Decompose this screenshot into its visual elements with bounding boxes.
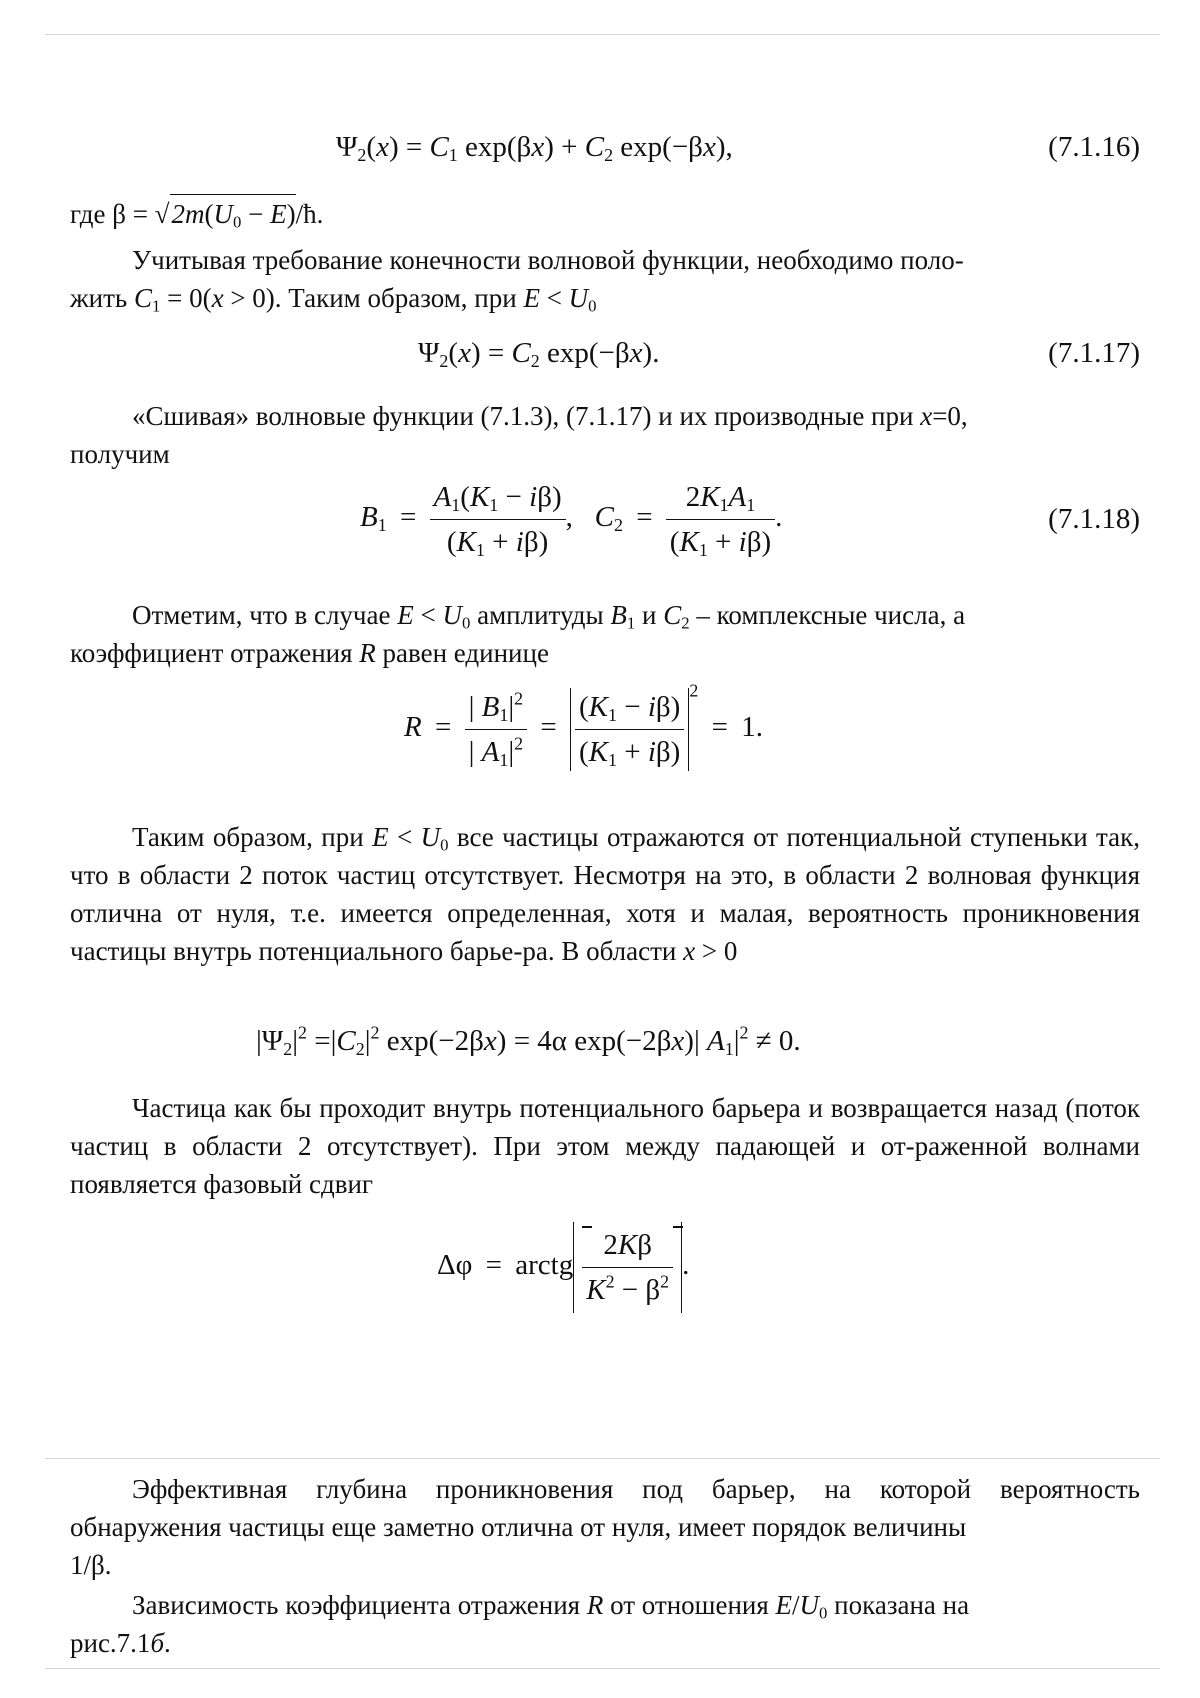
paragraph-7: Зависимость коэффициента отражения R от отношения $E/U_0$ показана на bbox=[132, 1590, 970, 1623]
phase-shift-equation: Δφ = arctg $\frac{2K\beta}{K^2 - \beta^2}$ . bbox=[70, 1222, 1140, 1322]
paragraph-1-line-2: жить $C_1 = 0(x > 0)$. Таким образом, при $E < U_0$ bbox=[70, 283, 597, 316]
equation-18-body: $B_1$ = $\frac{A_1(K_1 - i\beta)}{(K_1 + i\beta)}$ , $C_2$ = $\frac{2K_1A_1}{(K_1 + i\beta)}$ . bbox=[360, 478, 782, 561]
equation-number: (7.1.17) bbox=[1048, 337, 1140, 369]
paragraph-2: «Сшивая» волновые функции (7.1.3), (7.1.17) и их производные при x=0, bbox=[132, 401, 968, 431]
square-bracket: $\frac{2K\beta}{K^2 - \beta^2}$ bbox=[573, 1222, 682, 1313]
equation-number: (7.1.18) bbox=[1048, 503, 1140, 535]
fraction-c2: $\frac{2K_1A_1}{(K_1 + i\beta)}$ bbox=[666, 478, 775, 561]
equation-16-body: $\Psi_2(x) = C_1$ $\exp(\beta x) + C_2$ exp(−βx), bbox=[336, 131, 733, 166]
paragraph-6-end: 1/β. bbox=[70, 1550, 112, 1580]
paragraph-6: Эффективная глубина проникновения под барьер, на которой вероятность обнаружения частицы еще заметно отлична от нуля, имеет порядок величины bbox=[70, 1474, 1140, 1542]
equation-17-body: $\Psi_2(x) = C_2$ exp(−βx). bbox=[418, 337, 660, 372]
equation-7-1-18 bbox=[70, 478, 1140, 574]
paragraph-4: Таким образом, при $E < U_0$ все частицы отражаются от потенциальной ступеньки так, что в области 2 поток частиц отсутствует. Несмотря на это, в области 2 волновая функция отлична от нуля, т.е. имеется определенная, хотя и малая, вероятность проникновения частицы внутрь потенциального барье-ра. В области x > 0 bbox=[70, 822, 1141, 966]
top-divider bbox=[45, 34, 1160, 35]
paragraph-3: Отметим, что в случае $E < U_0$ амплитуды $B_1$ и $C_2$ – комплексные числа, а bbox=[132, 600, 966, 633]
beta-definition: где $\beta = √2m(U_0$ − E)/ħ. bbox=[70, 194, 1140, 233]
paragraph-2-line-2: получим bbox=[70, 439, 170, 469]
reflection-equation-body: R = $\frac{| B_1|^2}{| A_1|^2}$ = $\frac{(K_1 - i\beta)}{(K_1 + i\beta)}$ $^2$ = 1. bbox=[404, 680, 763, 771]
fraction-b1: $\frac{A_1(K_1 - i\beta)}{(K_1 + i\beta)}$ bbox=[430, 478, 566, 561]
paragraph-5: Частица как бы проходит внутрь потенциального барьера и возвращается назад (поток частиц в области 2 отсутствует). При этом между падающей и от-раженной волнами появляется фазовый сдвиг bbox=[70, 1093, 1140, 1199]
equation-number: (7.1.16) bbox=[1048, 131, 1140, 163]
paragraph-1: Учитывая требование конечности волновой функции, необходимо поло- bbox=[132, 245, 964, 275]
bottom-divider bbox=[45, 1668, 1160, 1669]
middle-divider bbox=[45, 1458, 1160, 1459]
paragraph-3-line-2: коэффициент отражения R равен единице bbox=[70, 638, 549, 668]
paragraph-7-line-2: рис.7.1б. bbox=[70, 1628, 171, 1658]
reflection-coefficient-equation bbox=[70, 680, 1140, 798]
